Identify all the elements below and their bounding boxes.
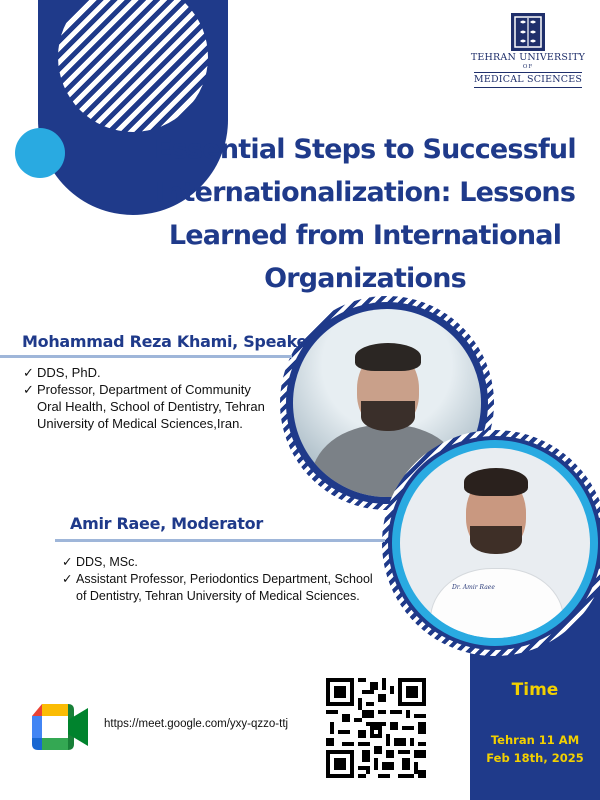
logo-line-2: OF bbox=[522, 63, 534, 70]
speaker-name: Mohammad Reza Khami, Speaker bbox=[22, 332, 315, 351]
poster-title bbox=[150, 128, 580, 300]
title-line-4: Organizations bbox=[264, 263, 466, 294]
moderator-divider bbox=[55, 539, 385, 542]
list-item: ✓ DDS, PhD. bbox=[23, 365, 101, 380]
checkmark-icon: ✓ bbox=[23, 365, 34, 380]
checkmark-icon: ✓ bbox=[62, 572, 73, 586]
university-logo bbox=[470, 12, 586, 89]
list-item: ✓ Professor, Department of Community Oral Health, School of Dentistry, Tehran University of Medical Sciences,Iran. bbox=[23, 382, 265, 431]
moderator-credentials bbox=[62, 554, 382, 605]
logo-divider bbox=[474, 87, 582, 88]
cyan-circle-decoration bbox=[15, 128, 65, 178]
time-date: Feb 18th, 2025 bbox=[486, 751, 584, 765]
title-line-3: Learned from International bbox=[168, 220, 562, 251]
meet-link[interactable]: https://meet.google.com/yxy-qzzo-ttj bbox=[104, 718, 289, 730]
google-meet-icon bbox=[30, 702, 90, 752]
checkmark-icon: ✓ bbox=[23, 382, 34, 397]
coat-embroidery: Dr. Amir Raee bbox=[452, 584, 495, 591]
title-line-2: Internationalization: Lessons bbox=[154, 177, 576, 208]
speaker-divider bbox=[0, 355, 292, 358]
title-line-1: Essential Steps to Successful bbox=[154, 134, 576, 165]
moderator-name: Amir Raee, Moderator bbox=[70, 514, 263, 533]
time-location: Tehran 11 AM bbox=[490, 733, 580, 747]
moderator-photo bbox=[400, 448, 590, 638]
speaker-credentials bbox=[23, 364, 278, 432]
list-item: ✓ DDS, MSc. bbox=[62, 555, 138, 569]
logo-line-3: MEDICAL SCIENCES bbox=[473, 73, 583, 85]
logo-divider bbox=[474, 72, 582, 73]
qr-code-icon[interactable] bbox=[326, 678, 426, 778]
logo-line-1: TEHRAN UNIVERSITY bbox=[470, 52, 586, 63]
checkmark-icon: ✓ bbox=[62, 555, 73, 569]
time-heading: Time bbox=[511, 680, 559, 700]
list-item: ✓ Assistant Professor, Periodontics Department, School of Dentistry, Tehran University of Medical Sciences. bbox=[62, 572, 373, 603]
university-emblem-icon bbox=[510, 12, 546, 52]
